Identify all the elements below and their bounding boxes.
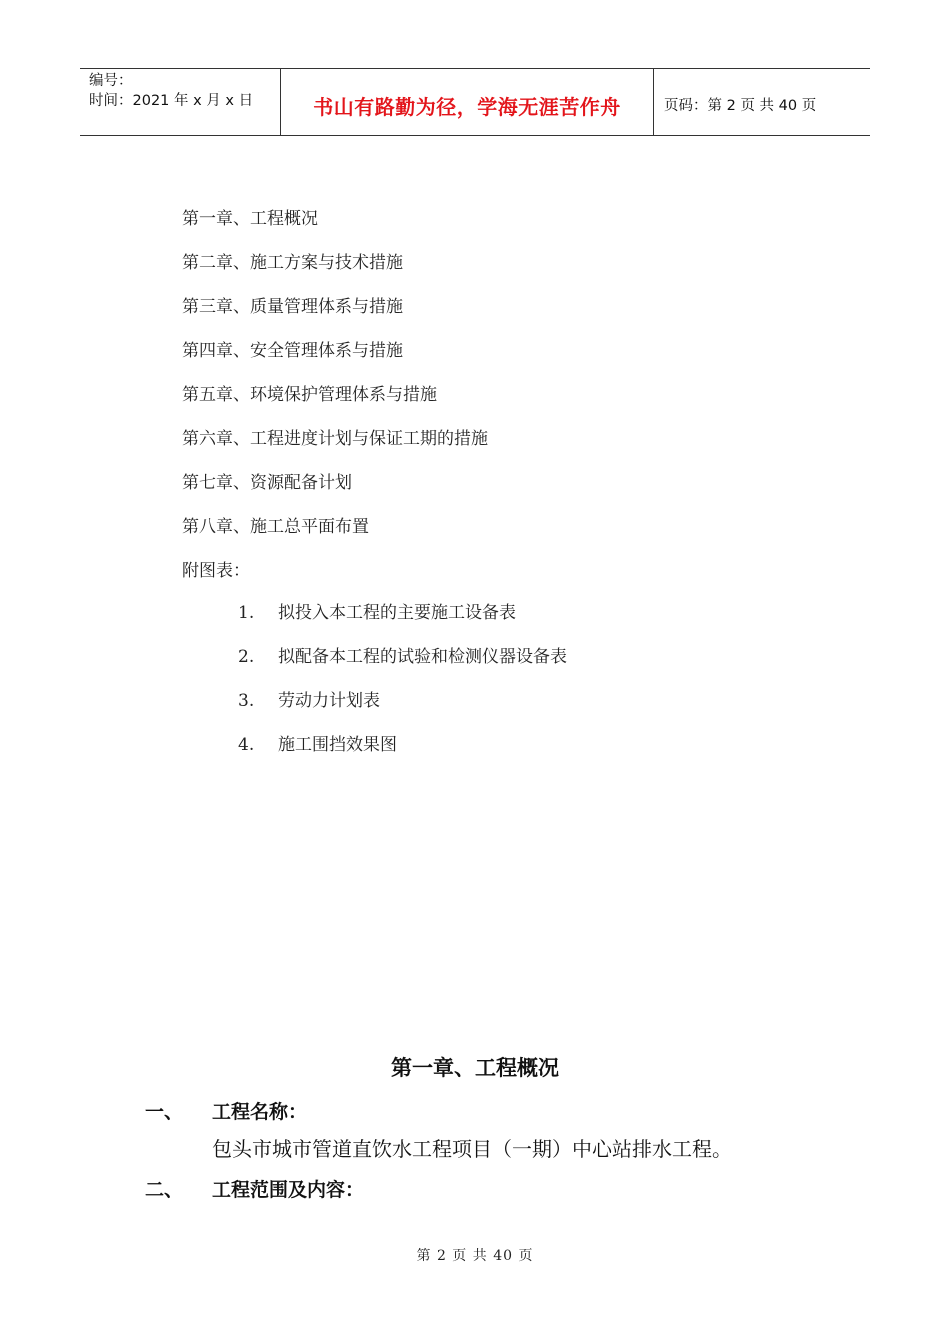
appendix-list — [238, 598, 567, 774]
toc-item: 第五章、环境保护管理体系与措施 — [182, 385, 437, 405]
serial-label: 编号： — [89, 73, 133, 89]
section-number: 一、 — [145, 1101, 184, 1123]
appendix-item — [238, 730, 567, 774]
section-heading — [145, 1175, 364, 1202]
toc-item: 第八章、施工总平面布置 — [182, 517, 369, 537]
header-page-info-cell — [654, 69, 870, 135]
appendix-item — [238, 686, 567, 730]
appendix-text: 拟配备本工程的试验和检测仪器设备表 — [278, 647, 567, 667]
appendix-item — [238, 642, 567, 686]
page-info: 页码：第 2 页 共 40 页 — [664, 97, 817, 114]
table-of-contents — [182, 204, 488, 600]
appendix-number: 1. — [238, 603, 255, 623]
appendix-number: 2. — [238, 647, 255, 667]
appendix-item — [238, 598, 567, 642]
page-footer: 第 2 页 共 40 页 — [416, 1248, 534, 1264]
document-header — [80, 68, 870, 136]
project-name-text: 包头市城市管道直饮水工程项目（一期）中心站排水工程。 — [212, 1137, 732, 1161]
time-label: 时间：2021 年 x 月 x 日 — [89, 93, 254, 109]
toc-item: 第二章、施工方案与技术措施 — [182, 253, 403, 273]
section-heading-text: 工程范围及内容： — [212, 1179, 365, 1201]
toc-item: 第七章、资源配备计划 — [182, 473, 352, 493]
toc-item: 第四章、安全管理体系与措施 — [182, 341, 403, 361]
appendix-text: 施工围挡效果图 — [278, 735, 397, 755]
appendix-number: 4. — [238, 735, 255, 755]
motto-text: 书山有路勤为径，学海无涯苦作舟 — [313, 94, 621, 119]
section-heading — [145, 1097, 307, 1124]
appendix-text: 劳动力计划表 — [278, 691, 380, 711]
appendix-number: 3. — [238, 691, 255, 711]
toc-appendix-heading: 附图表： — [182, 561, 250, 581]
header-meta — [80, 69, 281, 135]
section-heading-text: 工程名称： — [212, 1101, 308, 1123]
header-motto-cell — [281, 69, 654, 135]
toc-item: 第一章、工程概况 — [182, 209, 318, 229]
toc-item: 第三章、质量管理体系与措施 — [182, 297, 403, 317]
chapter-title: 第一章、工程概况 — [391, 1056, 559, 1080]
toc-item: 第六章、工程进度计划与保证工期的措施 — [182, 429, 488, 449]
appendix-text: 拟投入本工程的主要施工设备表 — [278, 603, 516, 623]
section-number: 二、 — [145, 1179, 184, 1201]
